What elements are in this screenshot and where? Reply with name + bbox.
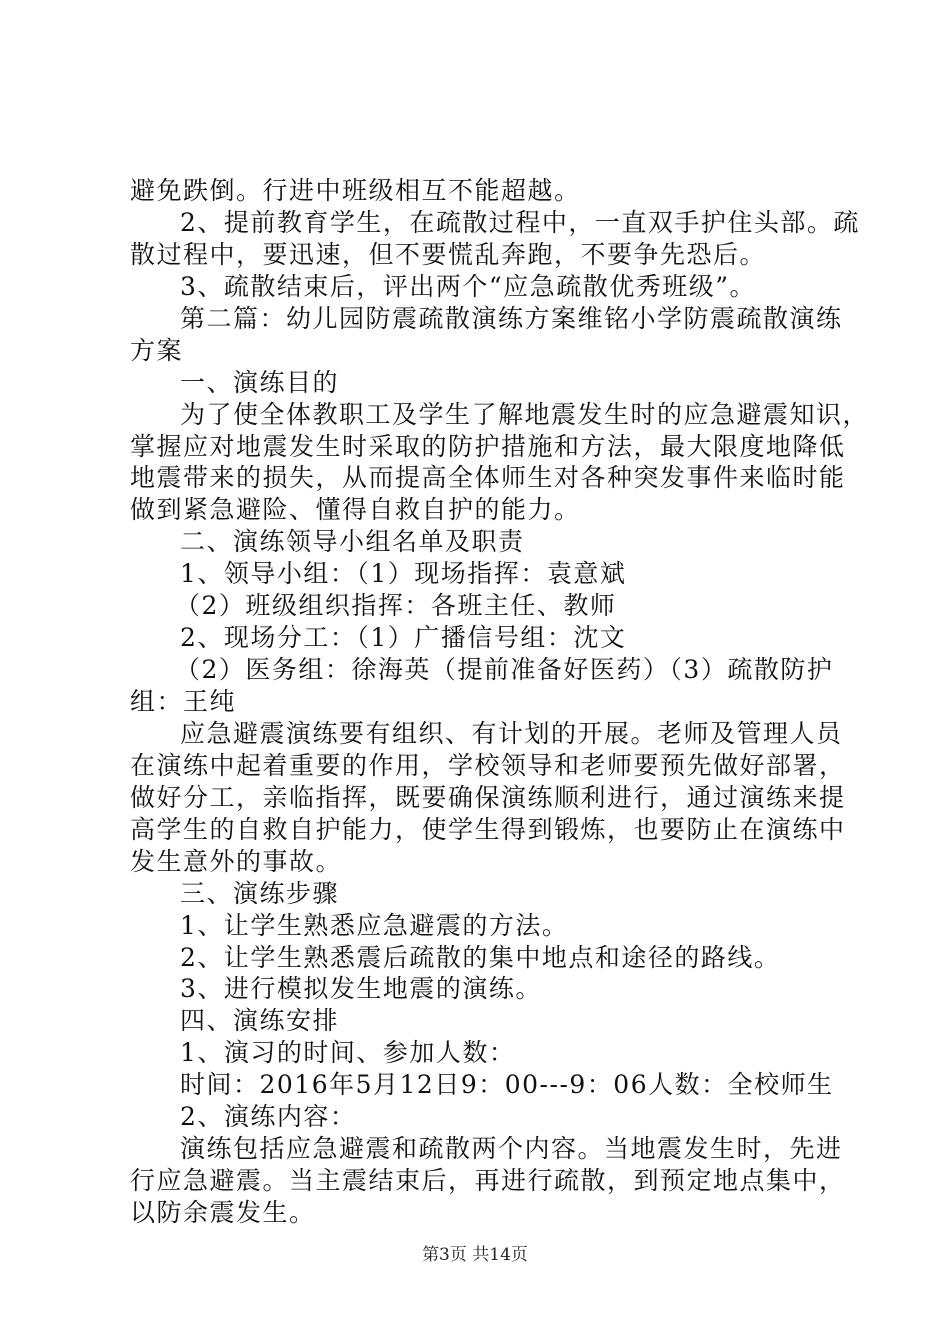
text-line: 掌握应对地震发生时采取的防护措施和方法，最大限度地降低 <box>130 431 846 461</box>
text-line: 地震带来的损失，从而提高全体师生对各种突发事件来临时能 <box>130 463 846 493</box>
text-line: 为了使全体教职工及学生了解地震发生时的应急避震知识， <box>180 399 870 429</box>
text-line: 行应急避震。当主震结束后，再进行疏散，到预定地点集中， <box>130 1166 846 1196</box>
subsection-heading: 二、演练领导小组名单及职责 <box>180 527 525 557</box>
text-line: 在演练中起着重要的作用，学校领导和老师要预先做好部署， <box>130 750 846 780</box>
subsection-heading: 四、演练安排 <box>180 1006 340 1036</box>
subsection-heading: 一、演练目的 <box>180 367 340 397</box>
text-line: 高学生的自救自护能力，使学生得到锻炼，也要防止在演练中 <box>130 814 846 844</box>
text-line: 时间：2016年5月12日9：00---9：06人数：全校师生 <box>180 1070 834 1100</box>
text-line: 以防余震发生。 <box>130 1198 316 1228</box>
text-line: 避免跌倒。行进中班级相互不能超越。 <box>130 176 581 205</box>
text-line: 应急避震演练要有组织、有计划的开展。老师及管理人员 <box>180 718 843 748</box>
text-line: 组：王纯 <box>130 687 237 717</box>
text-line: 1、演习的时间、参加人数： <box>180 1038 516 1068</box>
section-heading: 方案 <box>130 335 184 365</box>
text-line: 1、让学生熟悉应急避震的方法。 <box>180 910 569 940</box>
text-line: 做到紧急避险、懂得自救自护的能力。 <box>130 495 581 525</box>
text-line: 2、提前教育学生，在疏散过程中，一直双手护住头部。疏 <box>180 207 860 237</box>
text-line: 3、进行模拟发生地震的演练。 <box>180 974 542 1004</box>
text-line: 做好分工，亲临指挥，既要确保演练顺利进行，通过演练来提 <box>130 782 846 812</box>
text-line: 发生意外的事故。 <box>130 846 343 876</box>
text-line: （2）班级组织指挥：各班主任、教师 <box>175 591 617 621</box>
text-line: 2、让学生熟悉震后疏散的集中地点和途径的路线。 <box>180 942 781 972</box>
text-line: 1、领导小组：（1）现场指挥：袁意斌 <box>180 559 627 589</box>
text-line: 2、现场分工：（1）广播信号组：沈文 <box>180 623 627 653</box>
section-heading: 第二篇：幼儿园防震疏散演练方案维铭小学防震疏散演练 <box>180 303 843 333</box>
text-line: 2、演练内容： <box>180 1102 357 1132</box>
text-line: （2）医务组：徐海英（提前准备好医药）（3）疏散防护 <box>175 655 834 685</box>
page-number-footer: 第3页 共14页 <box>422 1245 528 1265</box>
subsection-heading: 三、演练步骤 <box>180 878 340 908</box>
text-line: 3、疏散结束后，评出两个“应急疏散优秀班级”。 <box>180 271 756 301</box>
text-line: 散过程中，要迅速，但不要慌乱奔跑，不要争先恐后。 <box>130 239 767 269</box>
text-line: 演练包括应急避震和疏散两个内容。当地震发生时，先进 <box>180 1134 843 1164</box>
